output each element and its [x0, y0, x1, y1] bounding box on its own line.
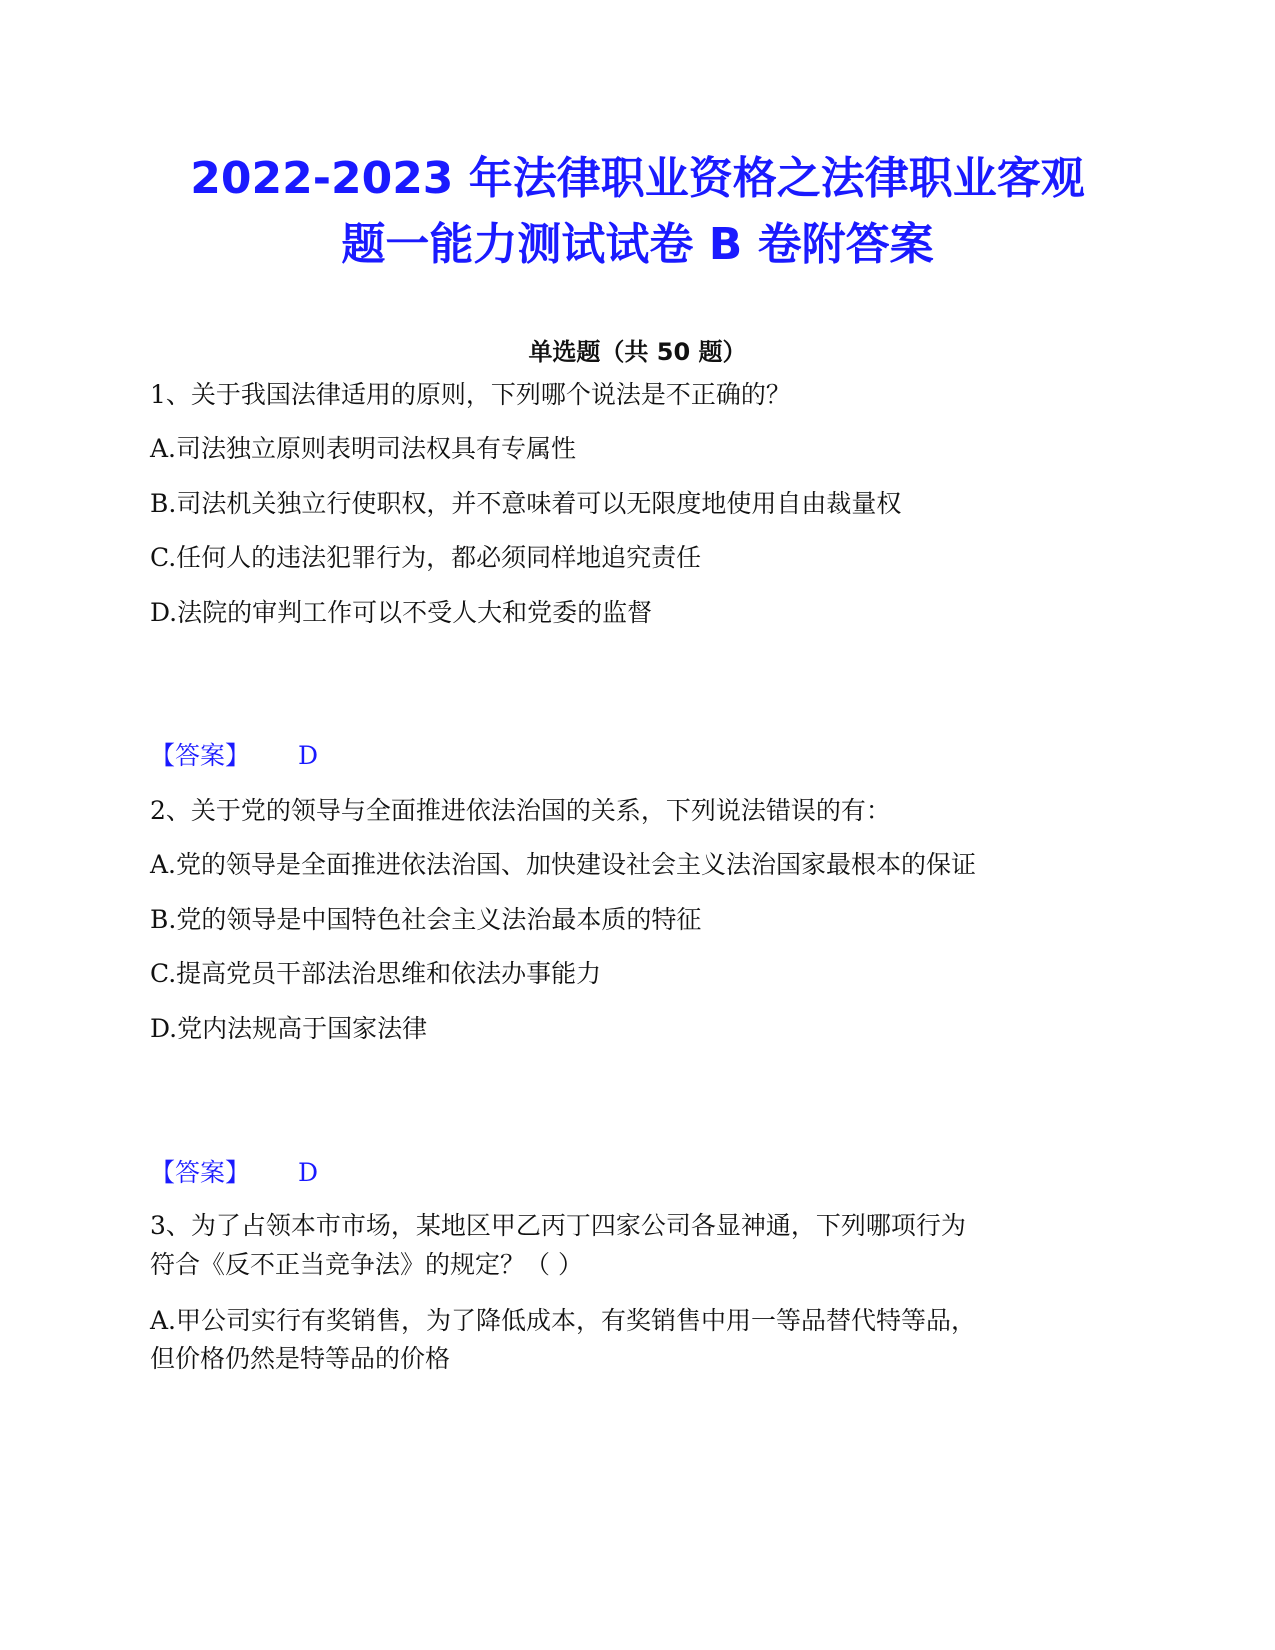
- document-title: [80, 146, 1195, 278]
- question-2-option-a: A.党的领导是全面推进依法治国、加快建设社会主义法治国家最根本的保证: [150, 850, 977, 879]
- question-2-stem: 2、关于党的领导与全面推进依法治国的关系，下列说法错误的有：: [150, 796, 891, 825]
- question-1-answer: [150, 733, 318, 779]
- question-1-option-a: A.司法独立原则表明司法权具有专属性: [150, 434, 577, 463]
- question-2-answer: [150, 1150, 318, 1196]
- question-3-stem-line-1: 3、为了占领本市市场，某地区甲乙丙丁四家公司各显神通，下列哪项行为: [150, 1211, 966, 1240]
- question-3-stem-line-2: 符合《反不正当竞争法》的规定？（ ）: [150, 1250, 583, 1279]
- question-1-option-d: D.法院的审判工作可以不受人大和党委的监督: [150, 598, 653, 627]
- answer-value: D: [298, 741, 319, 770]
- question-2-option-c: C.提高党员干部法治思维和依法办事能力: [150, 959, 602, 988]
- question-2-option-d: D.党内法规高于国家法律: [150, 1014, 428, 1043]
- question-3-option-a-line-2: 但价格仍然是特等品的价格: [150, 1344, 451, 1373]
- section-title: 单选题（共 50 题）: [528, 338, 747, 366]
- question-1-option-c: C.任何人的违法犯罪行为，都必须同样地追究责任: [150, 543, 702, 572]
- answer-label: 【答案】: [150, 741, 251, 770]
- question-2-option-b: B.党的领导是中国特色社会主义法治最本质的特征: [150, 905, 702, 934]
- question-1-stem: 1、关于我国法律适用的原则，下列哪个说法是不正确的？: [150, 380, 791, 409]
- answer-value: D: [298, 1158, 319, 1187]
- answer-label: 【答案】: [150, 1158, 251, 1187]
- document-title-line-2: 题一能力测试试卷 B 卷附答案: [341, 219, 934, 270]
- question-1-option-b: B.司法机关独立行使职权，并不意味着可以无限度地使用自由裁量权: [150, 489, 902, 518]
- document-title-line-1: 2022-2023 年法律职业资格之法律职业客观: [190, 153, 1085, 204]
- question-3-option-a-line-1: A.甲公司实行有奖销售，为了降低成本，有奖销售中用一等品替代特等品，: [150, 1306, 977, 1335]
